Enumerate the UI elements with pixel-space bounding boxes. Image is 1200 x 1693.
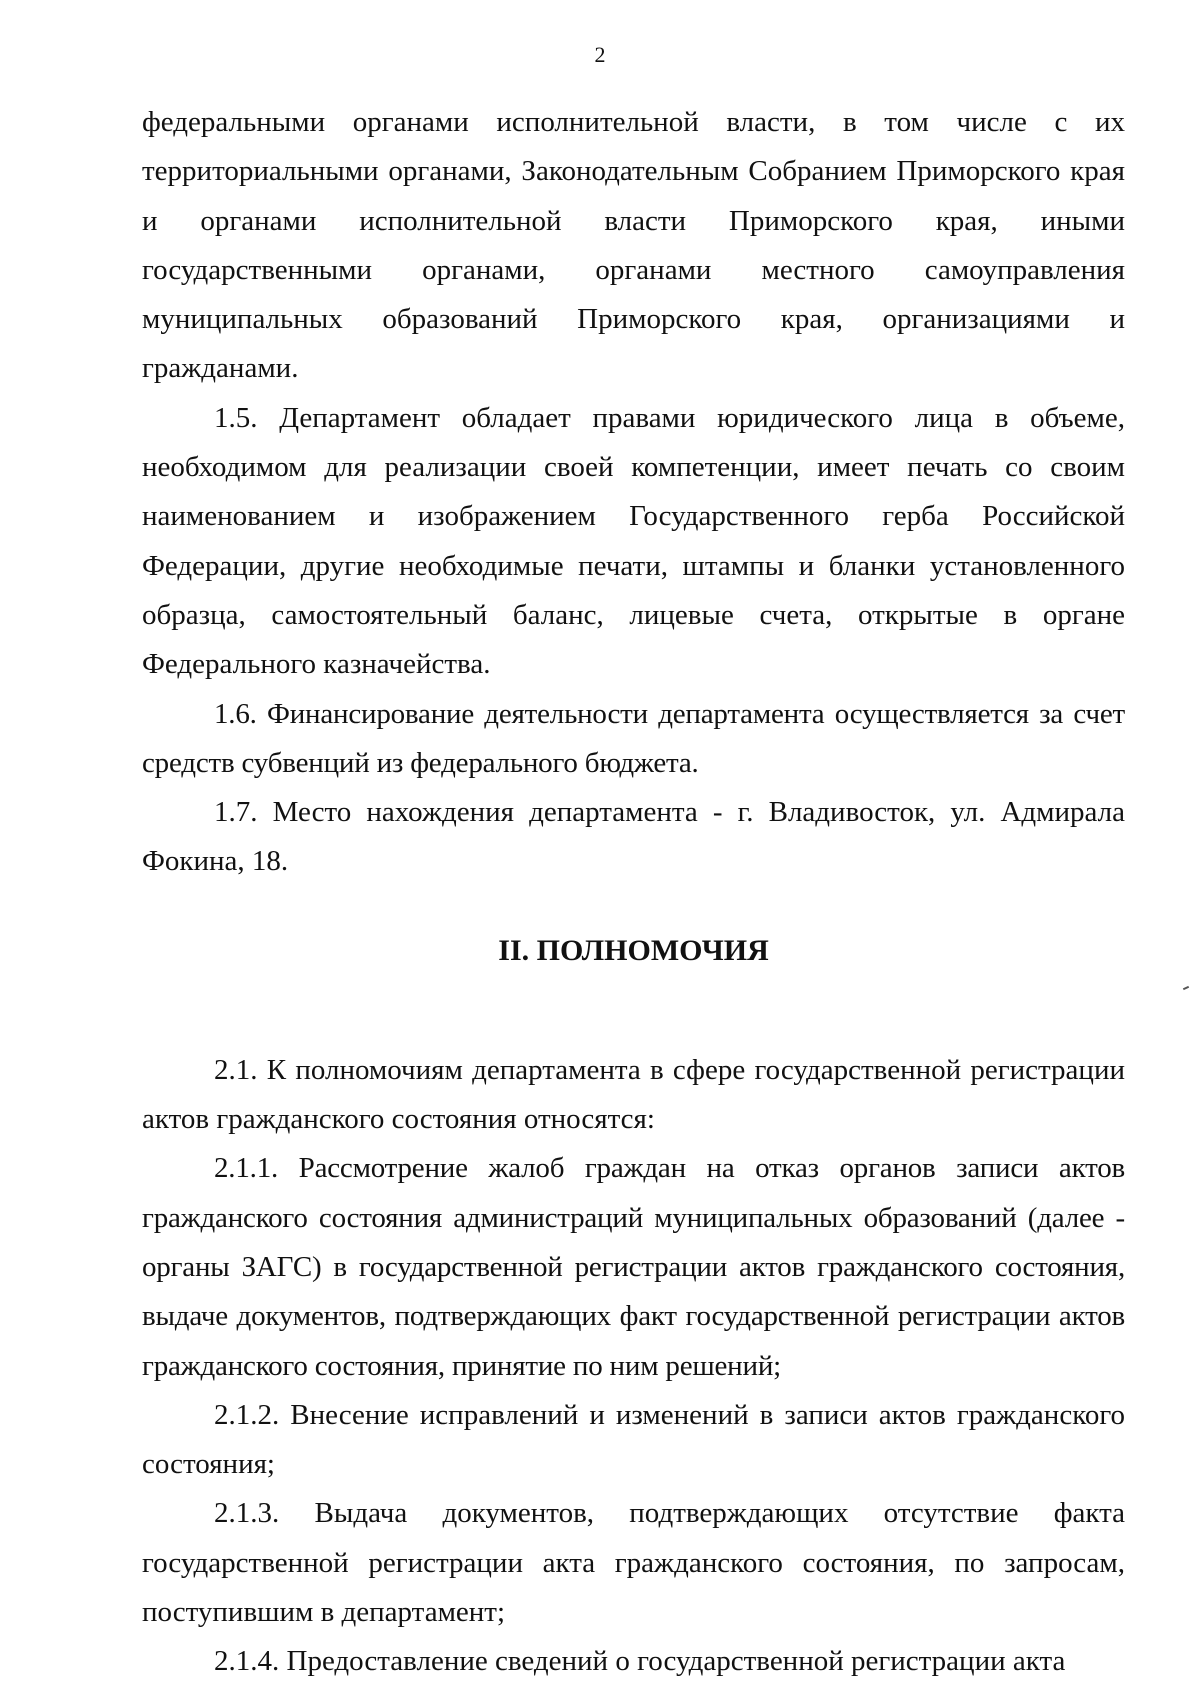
- paragraph-2-1-3: 2.1.3. Выдача документов, подтверждающих отсутствие факта государственной регистрации акта гражданского состояния, по запросам, поступившим в департамент;: [142, 1497, 1125, 1629]
- section-heading: II. ПОЛНОМОЧИЯ: [498, 933, 769, 967]
- paragraph-2-1-2: 2.1.2. Внесение исправлений и изменений в записи актов гражданского состояния;: [142, 1398, 1125, 1481]
- scan-mark: [1183, 986, 1189, 990]
- paragraph-1-6: 1.6. Финансирование деятельности департамента осуществляется за счет средств субвенций из федерального бюджета.: [142, 697, 1125, 779]
- paragraph-1-4-continuation: федеральными органами исполнительной власти, в том числе с их территориальными органами, Законодательным Собранием Приморского края и органами исполнительной власти Приморского края, иными государственными органами, органами местного самоуправления муниципальных образований Приморского края, организациями и гражданами.: [142, 106, 1125, 385]
- page-number: 2: [594, 42, 606, 67]
- paragraph-1-5: 1.5. Департамент обладает правами юридического лица в объеме, необходимом для реализации своей компетенции, имеет печать со своим наименованием и изображением Государственного герба Российской Федерации, другие необходимые печати, штампы и бланки установленного образца, самостоятельный баланс, лицевые счета, открытые в органе Федерального казначейства.: [142, 401, 1125, 681]
- paragraph-1-7: 1.7. Место нахождения департамента - г. Владивосток, ул. Адмирала Фокина, 18.: [142, 796, 1125, 878]
- document-body: [142, 98, 1125, 1687]
- paragraph-2-1-4: 2.1.4. Предоставление сведений о государственной регистрации акта: [214, 1645, 1066, 1678]
- paragraph-2-1: 2.1. К полномочиям департамента в сфере государственной регистрации актов гражданского состояния относятся:: [142, 1053, 1125, 1136]
- paragraph-2-1-1: 2.1.1. Рассмотрение жалоб граждан на отказ органов записи актов гражданского состояния администраций муниципальных образований (далее - органы ЗАГС) в государственной регистрации актов гражданского состояния, выдаче документов, подтверждающих факт государственной регистрации актов гражданского состояния, принятие по ним решений;: [142, 1152, 1125, 1382]
